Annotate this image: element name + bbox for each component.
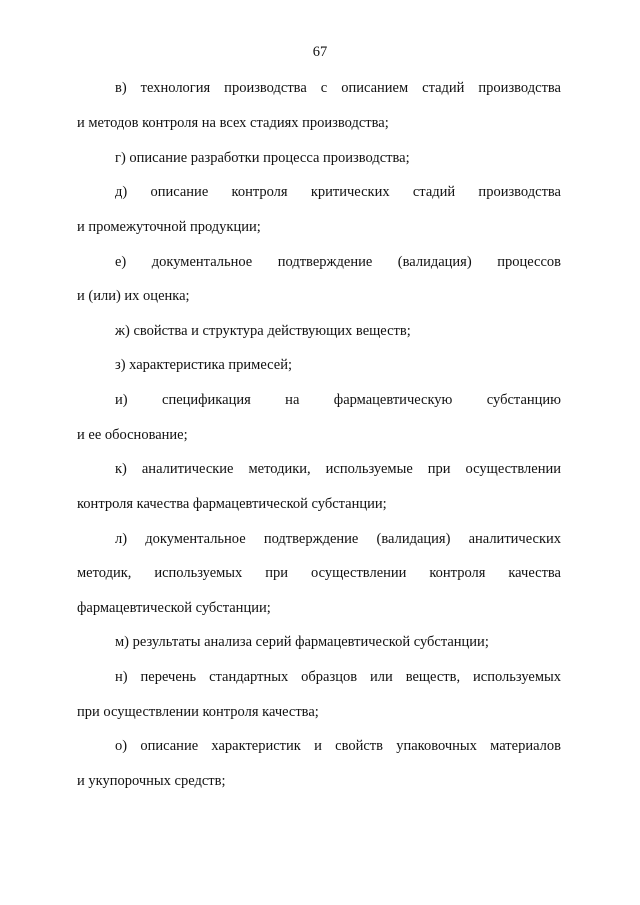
item-zh-line-1: ж) свойства и структура действующих веществ; <box>115 323 411 339</box>
item-n-line-1: н) перечень стандартных образцов или веществ, используемых <box>115 669 561 685</box>
item-v-line-1: в) технология производства с описанием стадий производства <box>115 80 561 96</box>
item-d-line-1: д) описание контроля критических стадий производства <box>115 184 561 200</box>
item-i-line-2: и ее обоснование; <box>77 427 188 443</box>
item-g-line-1: г) описание разработки процесса производства; <box>115 150 410 166</box>
item-l-line-2: методик, используемых при осуществлении контроля качества <box>77 565 561 581</box>
page-number: 67 <box>312 44 328 60</box>
item-o-line-1: о) описание характеристик и свойств упаковочных материалов <box>115 738 561 754</box>
item-o-line-2: и укупорочных средств; <box>77 773 226 789</box>
item-d-line-2: и промежуточной продукции; <box>77 219 261 235</box>
item-z-line-1: з) характеристика примесей; <box>115 357 292 373</box>
item-l-line-1: л) документальное подтверждение (валидация) аналитических <box>115 531 561 547</box>
item-l-line-3: фармацевтической субстанции; <box>77 600 271 616</box>
item-m-line-1: м) результаты анализа серий фармацевтической субстанции; <box>115 634 489 650</box>
item-k-line-2: контроля качества фармацевтической субстанции; <box>77 496 387 512</box>
item-k-line-1: к) аналитические методики, используемые при осуществлении <box>115 461 561 477</box>
item-e-line-1: е) документальное подтверждение (валидация) процессов <box>115 254 561 270</box>
item-e-line-2: и (или) их оценка; <box>77 288 190 304</box>
item-v-line-2: и методов контроля на всех стадиях производства; <box>77 115 389 131</box>
item-n-line-2: при осуществлении контроля качества; <box>77 704 319 720</box>
item-i-line-1: и) спецификация на фармацевтическую субстанцию <box>115 392 561 408</box>
